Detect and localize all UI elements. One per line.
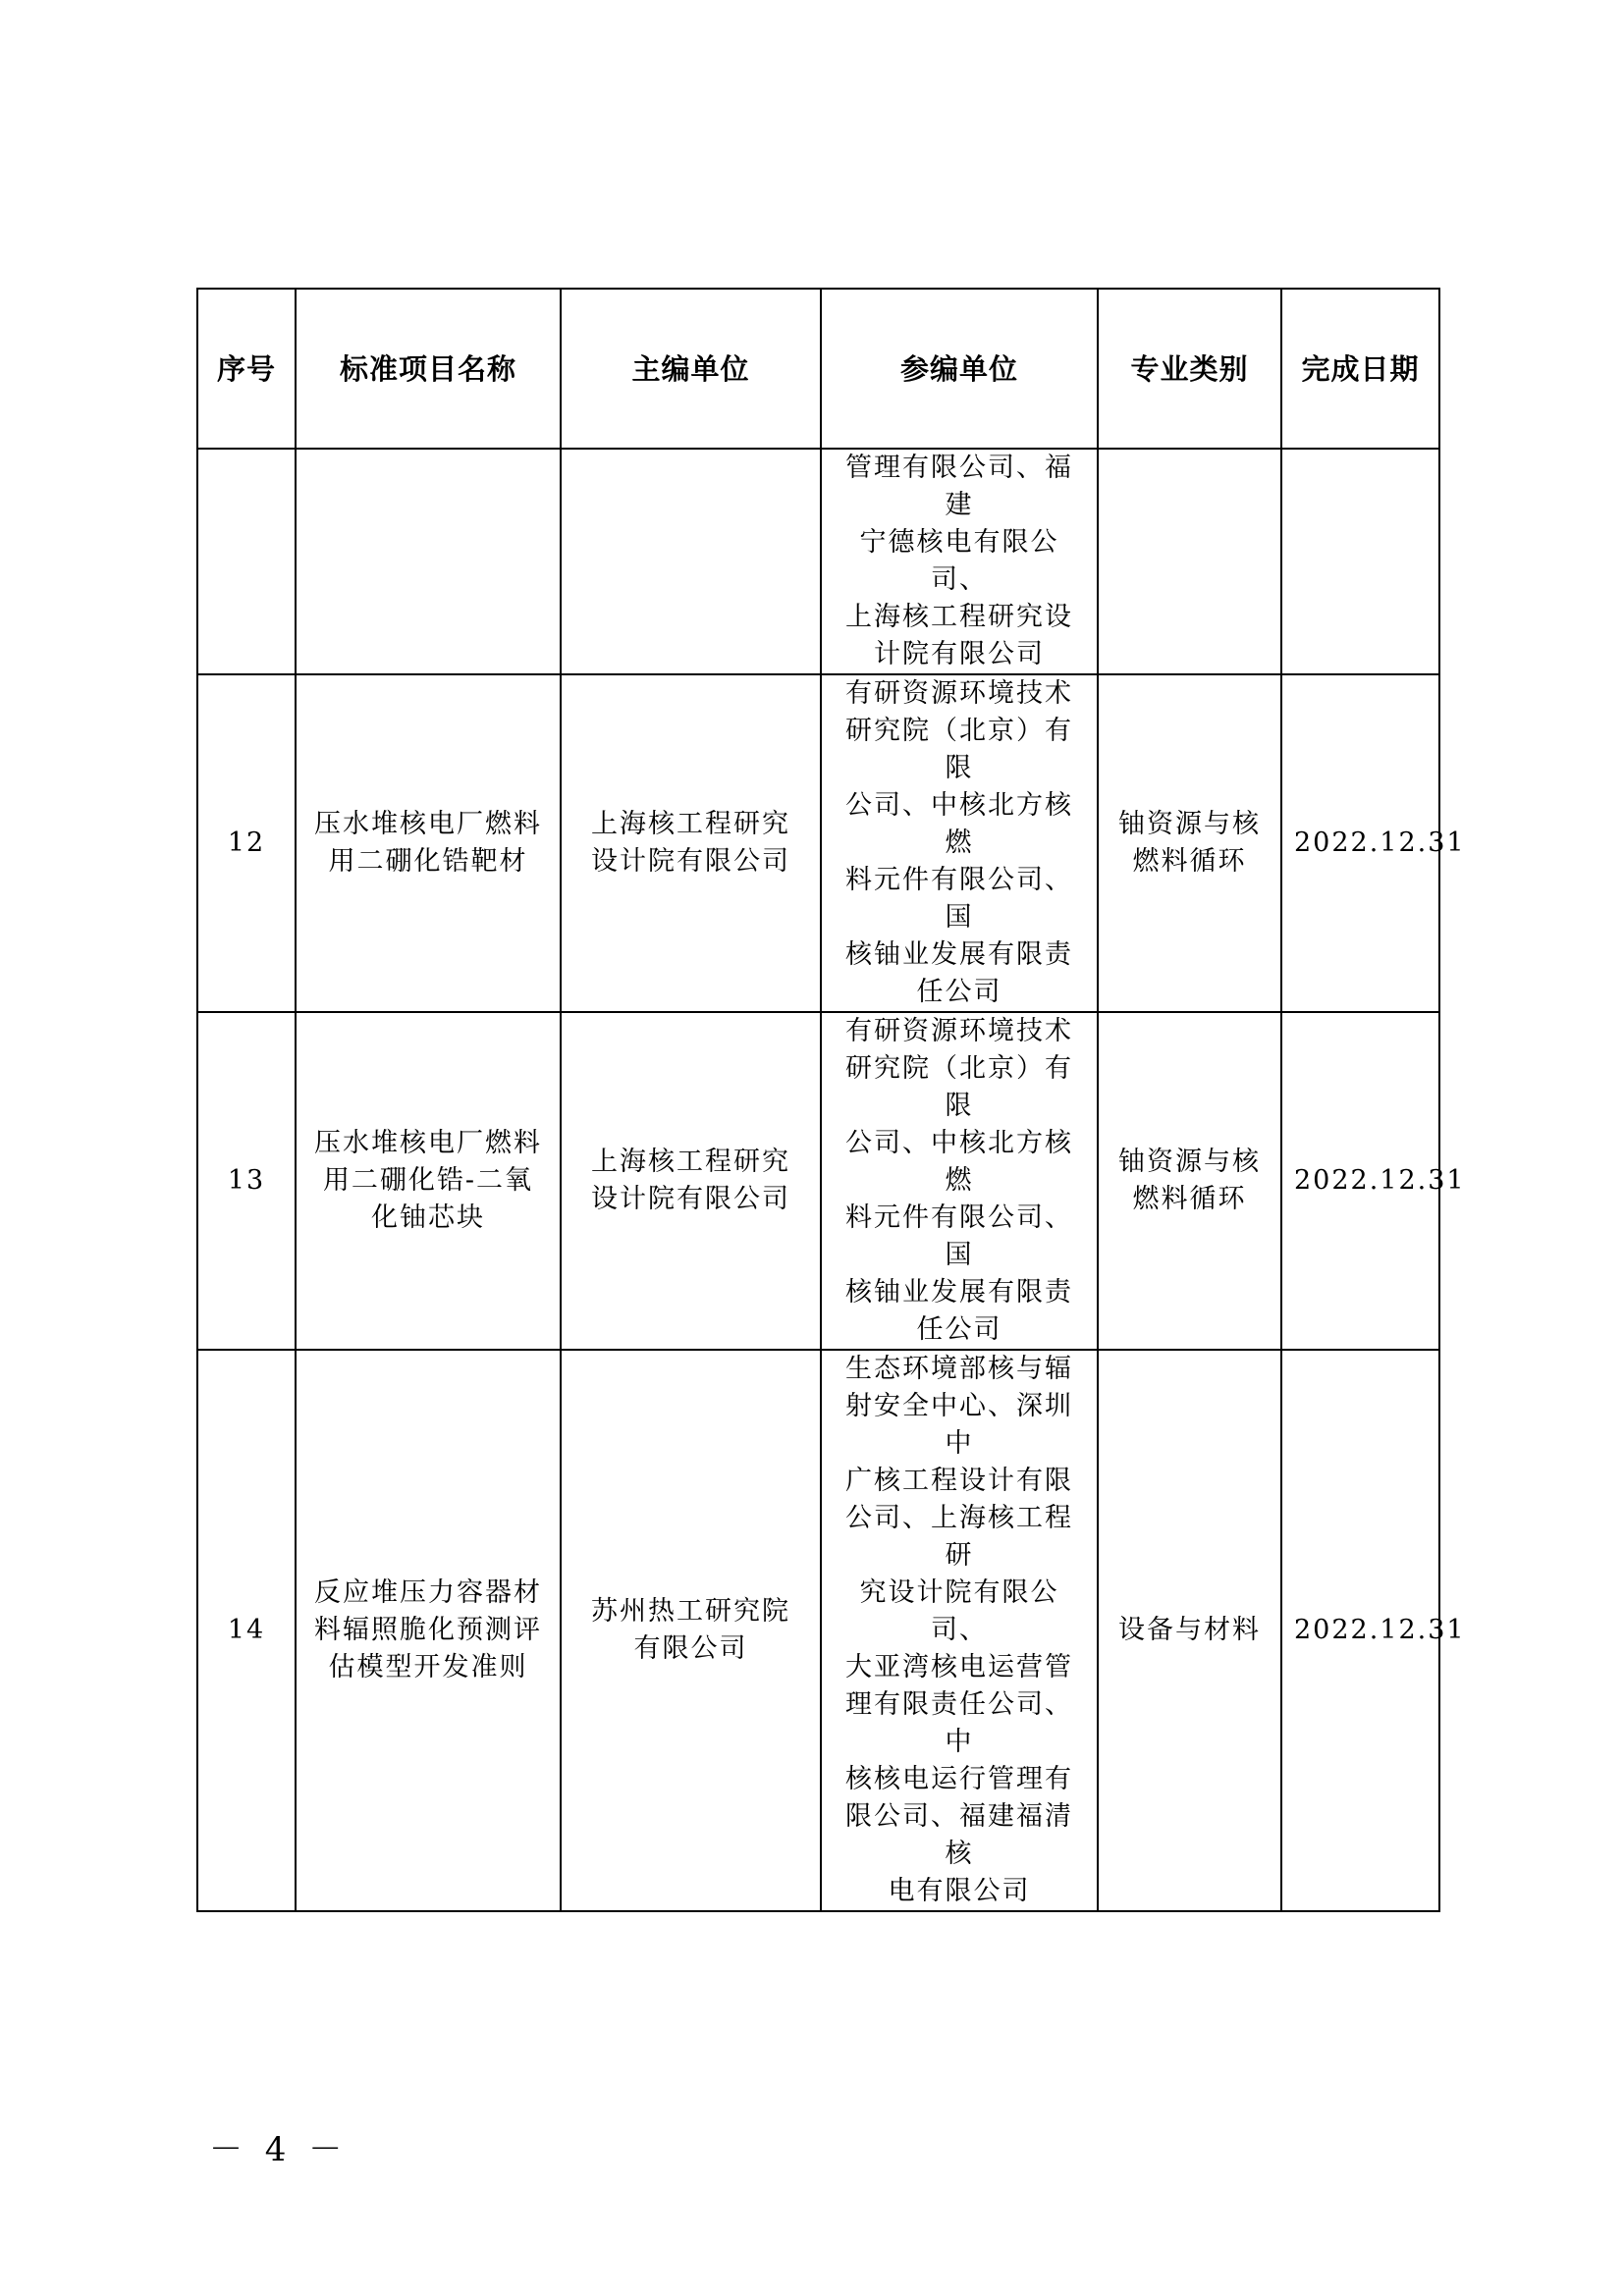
cell-completion-date: 2022.12.31 (1281, 1350, 1439, 1911)
cell-participants-line: 料元件有限公司、国 (845, 865, 1073, 933)
cell-completion-date: 2022.12.31 (1281, 1012, 1439, 1350)
cell-participants (821, 1012, 1098, 1350)
page-number: － 4 － (209, 2130, 349, 2169)
header-project-name: 标准项目名称 (296, 289, 561, 449)
cell-chief-editor-line: 苏州热工研究院 (591, 1596, 790, 1627)
cell-participants-line: 究设计院有限公司、 (859, 1577, 1059, 1645)
cell-serial-no (197, 449, 296, 674)
header-category: 专业类别 (1098, 289, 1281, 449)
cell-participants (821, 1350, 1098, 1911)
cell-project-name-line: 压水堆核电厂燃料 (314, 1128, 542, 1158)
cell-participants-line: 研究院（北京）有限 (845, 1053, 1073, 1121)
cell-completion-date (1281, 449, 1439, 674)
header-completion-date: 完成日期 (1281, 289, 1439, 449)
cell-participants-line: 广核工程设计有限 (845, 1466, 1073, 1496)
cell-participants-line: 理有限责任公司、中 (845, 1689, 1073, 1757)
cell-participants-line: 公司、中核北方核燃 (845, 1128, 1073, 1196)
cell-participants-line: 上海核工程研究设 (845, 602, 1073, 632)
cell-project-name-line: 用二硼化锆-二氧 (322, 1165, 534, 1196)
cell-participants-line: 核核电运行管理有 (845, 1764, 1073, 1794)
cell-category (1098, 674, 1281, 1012)
cell-category-line: 燃料循环 (1132, 846, 1247, 877)
cell-participants-line: 料元件有限公司、国 (845, 1202, 1073, 1270)
cell-chief-editor-line: 设计院有限公司 (591, 1184, 790, 1214)
cell-participants-line: 研究院（北京）有限 (845, 716, 1073, 783)
cell-chief-editor-line: 上海核工程研究 (591, 1147, 790, 1177)
cell-participants-line: 核铀业发展有限责 (845, 1277, 1073, 1308)
cell-participants-line: 管理有限公司、福建 (845, 453, 1073, 520)
cell-participants-line: 有研资源环境技术 (845, 1016, 1073, 1046)
cell-participants-line: 生态环境部核与辐 (845, 1354, 1073, 1384)
cell-chief-editor (561, 674, 821, 1012)
table-row (197, 1350, 1439, 1911)
cell-project-name (296, 1012, 561, 1350)
cell-participants-line: 公司、中核北方核燃 (845, 790, 1073, 858)
cell-serial-no: 14 (197, 1350, 296, 1911)
cell-project-name-line: 估模型开发准则 (328, 1652, 528, 1682)
table-header-row (197, 289, 1439, 449)
cell-project-name (296, 674, 561, 1012)
cell-chief-editor-line: 有限公司 (633, 1633, 748, 1664)
cell-chief-editor-line: 上海核工程研究 (591, 809, 790, 839)
cell-completion-date: 2022.12.31 (1281, 674, 1439, 1012)
cell-project-name-line: 反应堆压力容器材 (314, 1577, 542, 1608)
table-row (197, 674, 1439, 1012)
cell-category-line: 设备与材料 (1118, 1615, 1261, 1645)
cell-participants-line: 宁德核电有限公司、 (859, 527, 1059, 595)
cell-project-name (296, 449, 561, 674)
cell-serial-no: 12 (197, 674, 296, 1012)
header-participants: 参编单位 (821, 289, 1098, 449)
cell-chief-editor (561, 1350, 821, 1911)
cell-participants-line: 电有限公司 (888, 1876, 1031, 1906)
cell-participants-line: 核铀业发展有限责 (845, 939, 1073, 970)
cell-participants-line: 大亚湾核电运营管 (845, 1652, 1073, 1682)
cell-project-name-line: 料辐照脆化预测评 (314, 1615, 542, 1645)
cell-category (1098, 1350, 1281, 1911)
cell-participants (821, 674, 1098, 1012)
cell-category (1098, 1012, 1281, 1350)
cell-chief-editor-line: 设计院有限公司 (591, 846, 790, 877)
cell-participants-line: 计院有限公司 (874, 639, 1045, 669)
cell-category-line: 铀资源与核 (1118, 809, 1261, 839)
cell-category-line: 燃料循环 (1132, 1184, 1247, 1214)
standards-table (196, 288, 1466, 1912)
cell-participants (821, 449, 1098, 674)
cell-participants-line: 公司、上海核工程研 (845, 1503, 1073, 1571)
cell-participants-line: 限公司、福建福清核 (845, 1801, 1073, 1869)
cell-category-line: 铀资源与核 (1118, 1147, 1261, 1177)
cell-participants-line: 射安全中心、深圳中 (845, 1391, 1073, 1459)
cell-project-name-line: 用二硼化锆靶材 (328, 846, 528, 877)
cell-project-name-line: 化铀芯块 (371, 1202, 485, 1233)
cell-category (1098, 449, 1281, 674)
table-row (197, 449, 1439, 674)
cell-participants-line: 任公司 (916, 977, 1002, 1007)
cell-serial-no: 13 (197, 1012, 296, 1350)
cell-project-name-line: 压水堆核电厂燃料 (314, 809, 542, 839)
header-serial-no: 序号 (197, 289, 296, 449)
header-chief-editor: 主编单位 (561, 289, 821, 449)
cell-project-name (296, 1350, 561, 1911)
table-row (197, 1012, 1439, 1350)
cell-participants-line: 有研资源环境技术 (845, 678, 1073, 709)
cell-chief-editor (561, 449, 821, 674)
cell-participants-line: 任公司 (916, 1314, 1002, 1345)
cell-chief-editor (561, 1012, 821, 1350)
